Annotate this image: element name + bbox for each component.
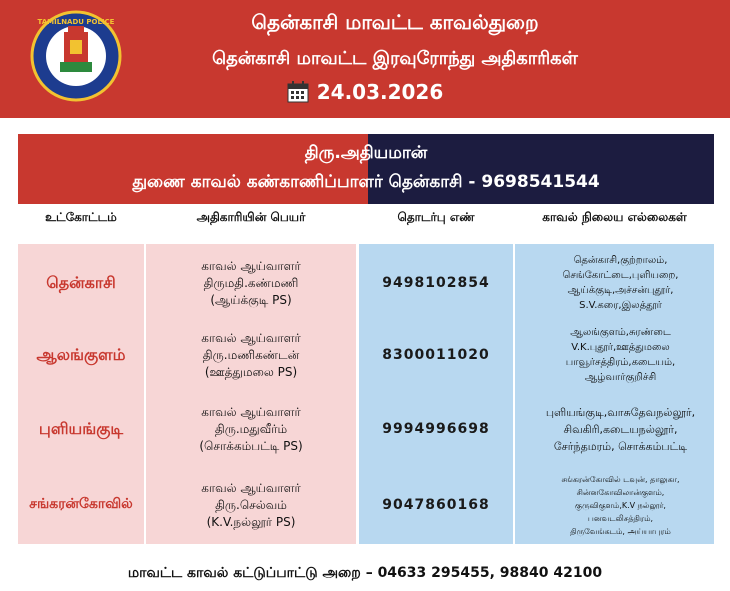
row-1-phone: 9498102854 <box>382 275 490 291</box>
page-subtitle: தென்காசி மாவட்ட இரவுரோந்து அதிகாரிகள் <box>212 48 578 69</box>
control-room-footer: மாவட்ட காவல் கட்டுப்பாட்டு அறை – 04633 295455, 98840 42100 <box>127 565 603 581</box>
supervisor-banner <box>18 134 714 204</box>
header-areas: காவல் நிலைய எல்லைகள் <box>542 210 687 224</box>
row-4-areas: சங்கரன்கோவில் டவுன், தாலுகா, சின்னகோவிலான்குளம், குருவிகுளம்,K.V நல்லூர், பனவடலிசத்திரம், திருவேங்கடம், அய்யாபுரம் <box>561 474 680 536</box>
row-2-officer <box>146 322 356 388</box>
row-3-designation: காவல் ஆய்வாளர் <box>201 404 301 419</box>
row-1-officer-name: திருமதி.கண்மணி <box>203 275 299 290</box>
row-1-areas: தென்காசி,குற்றாலம், செங்கோட்டை,புளியறை, ஆய்க்குடி,அச்சன்புதூர், S.V.கரை,இலத்தூர் <box>562 255 679 311</box>
page-title: தென்காசி மாவட்ட காவல்துறை <box>251 10 539 34</box>
row-2-station: (ஊத்துமலை PS) <box>204 364 298 379</box>
row-1-officer <box>146 250 356 316</box>
row-4-officer-name: திரு.செல்வம் <box>215 497 287 512</box>
row-2-designation: காவல் ஆய்வாளர் <box>201 330 301 345</box>
control-room-phones: 04633 295455, 98840 42100 <box>377 565 603 581</box>
row-3-subdivision: புளியங்குடி <box>38 418 124 438</box>
row-4-officer <box>146 470 356 540</box>
row-4-station: (K.V.நல்லூர் PS) <box>206 514 296 529</box>
date-row <box>0 80 730 104</box>
row-2-subdivision: ஆலங்குளம் <box>36 344 126 364</box>
header-phone: தொடர்பு எண் <box>397 210 475 224</box>
supervisor-phone: 9698541544 <box>481 172 600 192</box>
header-officer: அதிகாரியின் பெயர் <box>196 210 306 224</box>
row-4-phone: 9047860168 <box>382 497 490 513</box>
control-room-label: மாவட்ட காவல் கட்டுப்பாட்டு அறை <box>127 565 361 581</box>
row-2-officer-name: திரு.மணிகண்டன் <box>202 347 300 362</box>
row-4-designation: காவல் ஆய்வாளர் <box>201 480 301 495</box>
row-1-subdivision: தென்காசி <box>46 272 116 292</box>
row-1-station: (ஆய்க்குடி PS) <box>210 292 292 307</box>
supervisor-name: திரு.அதியமான் <box>304 143 428 163</box>
row-3-officer <box>146 396 356 462</box>
date-text: 24.03.2026 <box>316 80 444 104</box>
logo-text: TAMILNADU POLICE <box>37 18 115 26</box>
row-2-phone: 8300011020 <box>382 347 490 363</box>
calendar-icon <box>287 81 309 103</box>
row-3-station: (சொக்கம்பட்டி PS) <box>199 438 303 453</box>
header <box>0 0 730 118</box>
row-2-areas: ஆலங்குளம்,சுரண்டை V.K.புதூர்,ஊத்துமலை பாவூர்சத்திரம்,கடையம், ஆழ்வார்குறிச்சி <box>565 327 676 383</box>
supervisor-role-line: துணை காவல் கண்காணிப்பாளர் தென்காசி - 9698541544 <box>132 172 600 192</box>
supervisor-role: துணை காவல் கண்காணிப்பாளர் தென்காசி <box>132 172 463 192</box>
row-4-subdivision: சங்கரன்கோவில் <box>29 496 133 512</box>
row-1-designation: காவல் ஆய்வாளர் <box>201 258 301 273</box>
row-3-phone: 9994996698 <box>382 421 490 437</box>
header-subdivision: உட்கோட்டம் <box>45 210 117 224</box>
row-3-officer-name: திரு.மதுவீர்ம் <box>214 421 288 436</box>
row-3-areas: புளியங்குடி,வாசுதேவநல்லூர், சிவகிரி,கடையநல்லூர், சேர்ந்தமரம், சொக்கம்பட்டி <box>545 405 696 453</box>
